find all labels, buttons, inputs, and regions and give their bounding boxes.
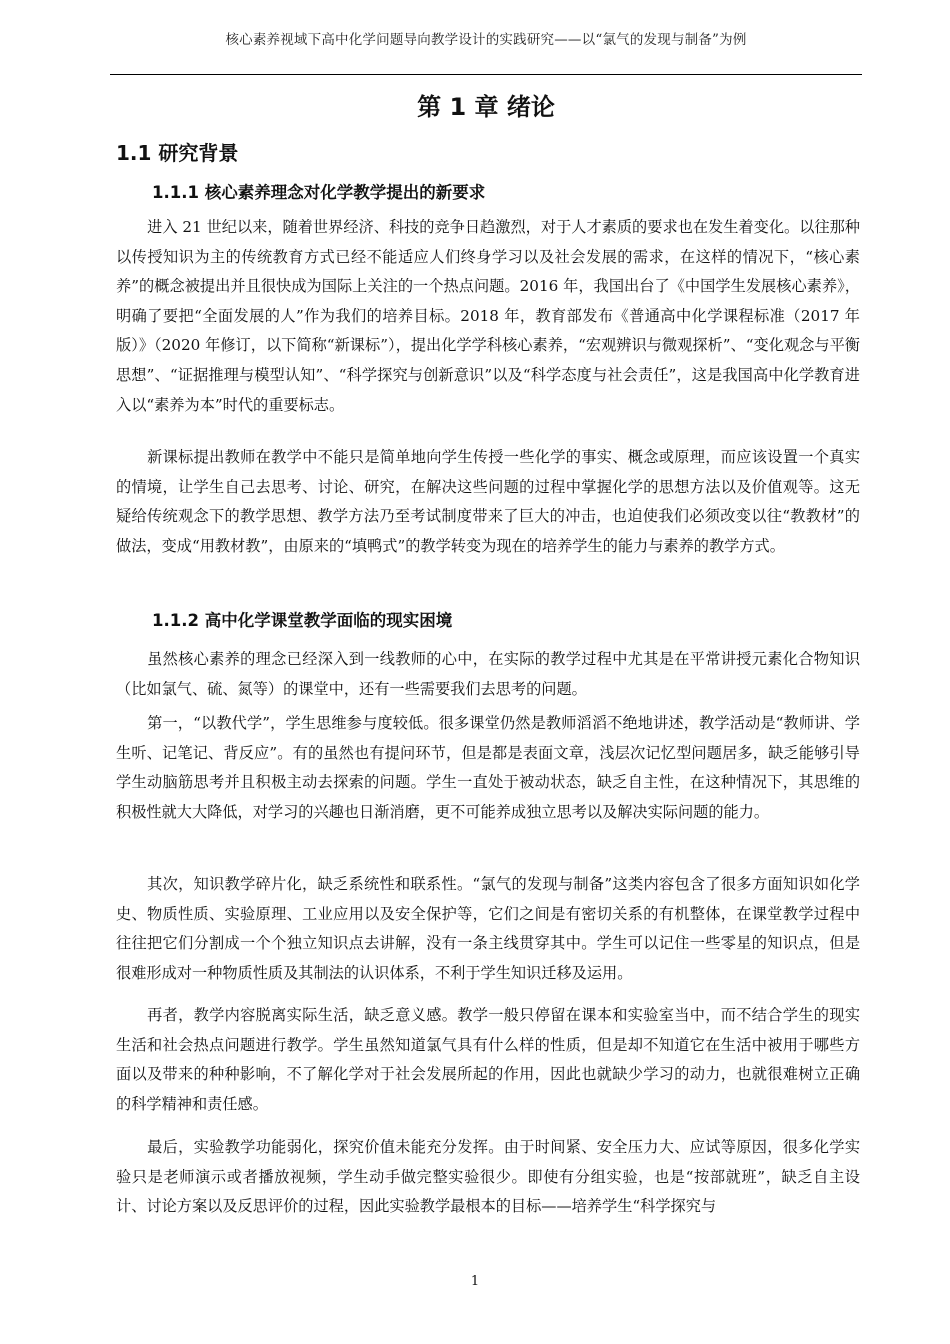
paragraph-2: 新课标提出教师在教学中不能只是简单地向学生传授一些化学的事实、概念或原理，而应该设置一个真实的情境，让学生自己去思考、讨论、研究，在解决这些问题的过程中掌握化学的思想方法以及价值观等。这无疑给传统观念下的教学思想、教学方法乃至考试制度带来了巨大的冲击，也迫使我们必须改变以往“教教材”的做法，变成“用教材教”，由原来的“填鸭式”的教学转变为现在的培养学生的能力与素养的教学方式。 [116, 448, 860, 555]
running-header: 核心素养视域下高中化学问题导向教学设计的实践研究——以“氯气的发现与制备”为例 [225, 32, 747, 48]
page-number: 1 [470, 1274, 480, 1289]
paragraph-3: 虽然核心素养的理念已经深入到一线教师的心中，在实际的教学过程中尤其是在平常讲授元素化合物知识（比如氯气、硫、氮等）的课堂中，还有一些需要我们去思考的问题。 [116, 650, 860, 698]
paragraph-4: 第一，“以教代学”，学生思维参与度较低。很多课堂仍然是教师滔滔不绝地讲述，教学活动是“教师讲、学生听、记笔记、背反应”。有的虽然也有提问环节，但是都是表面文章，浅层次记忆型问题居多，缺乏能够引导学生动脑筋思考并且积极主动去探索的问题。学生一直处于被动状态，缺乏自主性，在这种情况下，其思维的积极性就大大降低，对学习的兴趣也日渐消磨，更不可能养成独立思考以及解决实际问题的能力。 [116, 714, 860, 821]
paragraph-7: 最后，实验教学功能弱化，探究价值未能充分发挥。由于时间紧、安全压力大、应试等原因，很多化学实验只是老师演示或者播放视频，学生动手做完整实验很少。即使有分组实验，也是“按部就班”，缺乏自主设计、讨论方案以及反思评价的过程，因此实验教学最根本的目标——培养学生“科学探究与 [116, 1138, 860, 1216]
header-divider [110, 74, 862, 75]
paragraph-5: 其次，知识教学碎片化，缺乏系统性和联系性。“氯气的发现与制备”这类内容包含了很多方面知识如化学史、物质性质、实验原理、工业应用以及安全保护等，它们之间是有密切关系的有机整体，在课堂教学过程中往往把它们分割成一个个独立知识点去讲解，没有一条主线贯穿其中。学生可以记住一些零星的知识点，但是很难形成对一种物质性质及其制法的认识体系，不利于学生知识迁移及运用。 [116, 875, 860, 982]
section-title: 1.1 研究背景 [116, 141, 239, 165]
subsection-title-2: 1.1.2 高中化学课堂教学面临的现实困境 [152, 611, 453, 630]
paragraph-1: 进入 21 世纪以来，随着世界经济、科技的竞争日趋激烈，对于人才素质的要求也在发生着变化。以往那种以传授知识为主的传统教育方式已经不能适应人们终身学习以及社会发展的需求，在这样的情况下，“核心素养”的概念被提出并且很快成为国际上关注的一个热点问题。2016 年，我国出台了《中国学生发展核心素养》，明确了要把“全面发展的人”作为我们的培养目标。2018 年，教育部发布《普通高中化学课程标准（2017 年版）》（2020 年修订，以下简称“新课标”），提出化学学科核心素养，“宏观辨识与微观探析”、“变化观念与平衡思想”、“证据推理与模型认知”、“科学探究与创新意识”以及“科学态度与社会责任”，这是我国高中化学教育进入以“素养为本”时代的重要标志。 [116, 218, 860, 414]
subsection-title-1: 1.1.1 核心素养理念对化学教学提出的新要求 [152, 183, 486, 202]
paragraph-6: 再者，教学内容脱离实际生活，缺乏意义感。教学一般只停留在课本和实验室当中，而不结合学生的现实生活和社会热点问题进行教学。学生虽然知道氯气具有什么样的性质，但是却不知道它在生活中被用于哪些方面以及带来的种种影响，不了解化学对于社会发展所起的作用，因此也就缺少学习的动力，也就很难树立正确的科学精神和责任感。 [116, 1006, 860, 1113]
chapter-title: 第 1 章 绪论 [417, 93, 555, 121]
